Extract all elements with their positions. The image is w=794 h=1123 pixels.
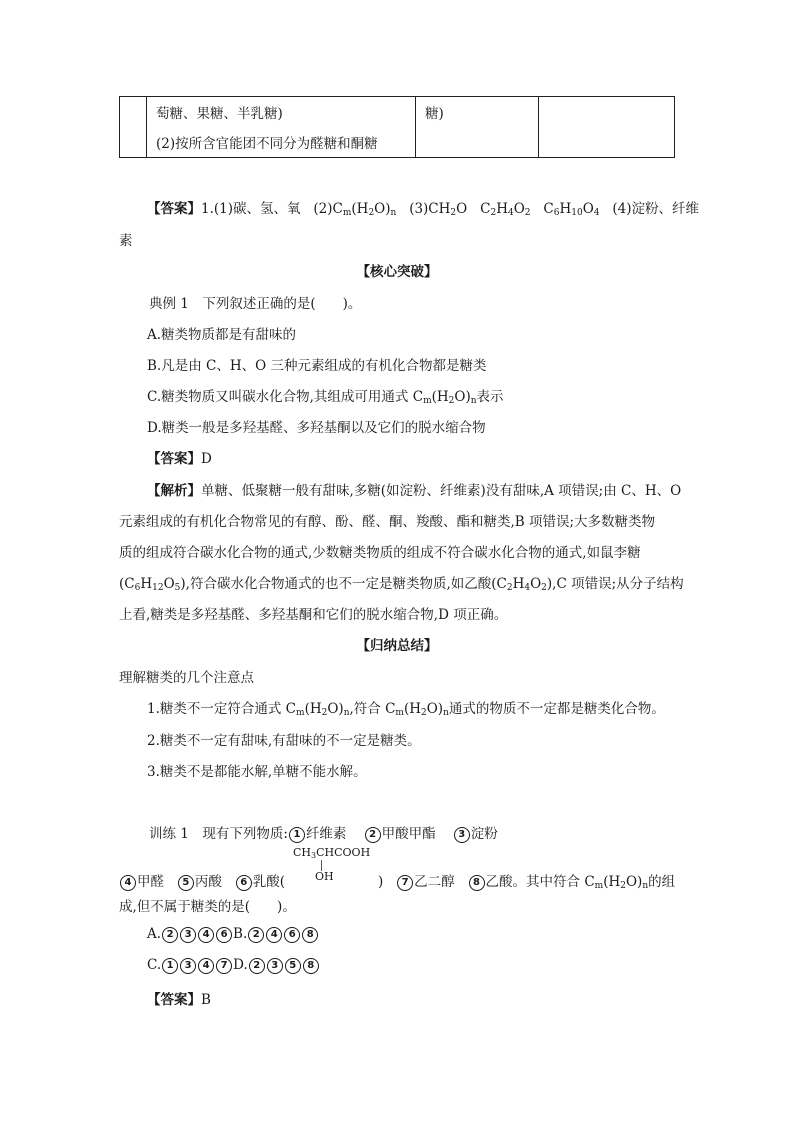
subscript: m	[594, 881, 604, 891]
subscript: 2	[368, 208, 375, 218]
circled-number: 4	[198, 927, 214, 943]
substance-name: 纤维素	[305, 826, 347, 842]
summary-intro: 理解糖类的几个注意点	[119, 670, 254, 686]
circled-number: 4	[120, 875, 136, 891]
subscript: 4	[507, 208, 514, 218]
subscript: n	[343, 708, 350, 718]
circled-number: 6	[284, 927, 300, 943]
table-row	[120, 97, 675, 158]
table-cell-empty	[539, 97, 675, 158]
answer-line-2: 素	[119, 233, 133, 249]
table-cell-empty	[120, 97, 147, 158]
subscript: m	[423, 396, 432, 406]
summary-text: (H	[304, 701, 322, 717]
analysis-line	[147, 479, 681, 499]
subscript: 2	[541, 583, 547, 593]
circled-number: 5	[285, 958, 301, 974]
subscript: m	[296, 708, 305, 718]
option-b: B.凡是由 C、H、O 三种元素组成的有机化合物都是糖类	[147, 358, 487, 374]
example-stem: 典例 1 下列叙述正确的是( )。	[149, 296, 362, 312]
subscript: 2	[448, 396, 455, 406]
circled-number: 1	[289, 827, 305, 843]
option-text: C.糖类物质又叫碳水化合物,其组成可用通式 C	[147, 389, 424, 405]
training-line-3: 成,但不属于糖类的是( )。	[119, 899, 296, 915]
circled-number: 3	[180, 927, 196, 943]
option-d: D.糖类一般是多羟基醛、多羟基酮以及它们的脱水缩合物	[147, 420, 486, 436]
analysis-tag: 【解析】	[147, 483, 201, 499]
substance-name: 的组	[648, 874, 676, 890]
analysis-text: (C	[119, 576, 135, 592]
option-text: (H	[431, 389, 449, 405]
subscript: n	[642, 881, 649, 891]
subscript: 2	[450, 208, 457, 218]
option-a: A.糖类物质都是有甜味的	[147, 327, 297, 343]
circled-number: 8	[303, 958, 319, 974]
subscript: 2	[421, 708, 427, 718]
option-label: C.	[147, 957, 162, 973]
subscript: 10	[571, 208, 583, 218]
subscript: 2	[490, 208, 497, 218]
option-label: B.	[233, 926, 248, 942]
analysis-line	[119, 572, 684, 593]
answer-text: H	[496, 201, 508, 217]
substance-name: 丙酸	[194, 874, 222, 890]
training-line-2	[119, 870, 285, 891]
summary-text: O)	[426, 701, 444, 717]
circled-number: 5	[178, 875, 194, 891]
training-line-2b	[378, 870, 675, 891]
circled-number: 3	[454, 827, 470, 843]
analysis-text: ),C 项错误;从分子结构	[546, 576, 684, 592]
circled-number: 3	[180, 958, 196, 974]
circled-number: 6	[216, 927, 232, 943]
substance-name: (H	[603, 874, 621, 890]
substance-name: 甲醛	[137, 874, 164, 890]
subscript: 6	[553, 208, 560, 218]
summary-point-3: 3.糖类不是都能水解,单糖不能水解。	[147, 764, 367, 780]
summary-text: O)	[327, 701, 344, 717]
training-stem	[149, 822, 498, 843]
circled-number: 7	[397, 875, 413, 891]
summary-point-2: 2.糖类不一定有甜味,有甜味的不一定是糖类。	[147, 733, 421, 749]
lactic-acid-formula-oh: OH	[315, 870, 334, 883]
summary-text: 通式的物质不一定都是糖类化合物。	[448, 701, 665, 717]
answer-text: 1.(1)碳、氢、氧	[201, 201, 301, 217]
table-line: 萄糖、果糖、半乳糖)	[156, 106, 283, 122]
analysis-text: O	[163, 576, 175, 592]
subscript: 12	[152, 583, 164, 593]
answer-tag: 【答案】	[147, 201, 201, 217]
subscript: n	[470, 396, 477, 406]
circled-number: 7	[216, 958, 232, 974]
substance-name: O)	[625, 874, 643, 890]
answer-text: (4)淀粉、纤维	[612, 201, 700, 217]
formula-text: CH	[293, 846, 312, 859]
option-label: A.	[147, 926, 162, 942]
circled-number: 2	[162, 927, 178, 943]
subscript: 5	[174, 583, 181, 593]
answer-text: O	[582, 201, 594, 217]
answer-text: (3)CH	[409, 201, 451, 217]
training-options-cd	[147, 957, 320, 974]
subscript: 2	[524, 208, 531, 218]
answer-value: B	[201, 992, 211, 1008]
section-title-core: 【核心突破】	[356, 264, 438, 280]
circled-number: 2	[249, 958, 265, 974]
circled-number: 3	[267, 958, 283, 974]
subscript: 4	[593, 208, 600, 218]
analysis-line: 元素组成的有机化合物常见的有醇、酚、醛、酮、羧酸、酯和糖类,B 项错误;大多数糖类物	[119, 514, 656, 530]
summary-text: (H	[403, 701, 421, 717]
answer-tag: 【答案】	[147, 992, 201, 1008]
circled-number: 2	[365, 827, 381, 843]
analysis-line: 上看,糖类是多羟基醛、多羟基酮和它们的脱水缩合物,D 项正确。	[119, 607, 508, 623]
substance-name: 淀粉	[470, 826, 498, 842]
answer-text: O	[456, 201, 468, 217]
table-cell-classification	[147, 97, 416, 158]
training-answer	[147, 988, 211, 1008]
substance-name: 乳酸(	[252, 874, 286, 890]
subscript: 4	[524, 583, 531, 593]
table-line: (2)按所含官能团不同分为醛糖和酮糖	[156, 136, 378, 152]
answer-text: O	[513, 201, 525, 217]
substance-name: 甲酸甲酯	[381, 826, 436, 842]
circled-number: 1	[162, 958, 178, 974]
answer-text: C	[480, 201, 491, 217]
analysis-text: H	[512, 576, 525, 592]
circled-number: 4	[198, 958, 214, 974]
circled-number: 8	[469, 875, 485, 891]
subscript: 2	[506, 583, 513, 593]
option-c	[147, 385, 504, 406]
subscript: 2	[620, 881, 626, 891]
table-cell-example	[416, 97, 539, 158]
answer-value: D	[201, 451, 212, 467]
analysis-text: H	[140, 576, 153, 592]
substance-name: )	[378, 874, 384, 890]
substance-name: 乙酸。其中符合 C	[485, 874, 595, 890]
answer-text: (2)C	[313, 201, 343, 217]
subscript: m	[395, 708, 404, 718]
subscript: 3	[311, 851, 317, 860]
answer-text: O)	[374, 201, 391, 217]
option-text: O)	[454, 389, 471, 405]
summary-text: 1.糖类不一定符合通式 C	[147, 701, 297, 717]
table-line: 糖)	[425, 106, 444, 122]
subscript: 6	[134, 583, 141, 593]
option-text: 表示	[476, 389, 504, 405]
training-options-ab	[147, 926, 319, 943]
answer-tag: 【答案】	[147, 451, 201, 467]
subscript: m	[342, 208, 352, 218]
answer-text: C	[543, 201, 554, 217]
summary-point-1	[147, 697, 665, 718]
formula-text: CHCOOH	[316, 846, 371, 859]
answer-line	[147, 197, 699, 218]
analysis-text: ),符合碳水化合物通式的也不一定是糖类物质,如乙酸(C	[180, 576, 507, 592]
example-answer	[147, 447, 212, 467]
classification-table	[119, 96, 675, 158]
circled-number: 2	[248, 927, 264, 943]
circled-number: 6	[236, 875, 252, 891]
substance-name: 乙二醇	[414, 874, 455, 890]
analysis-text: O	[530, 576, 542, 592]
analysis-text: 单糖、低聚糖一般有甜味,多糖(如淀粉、纤维素)没有甜味,A 项错误;由 C、H、O	[201, 483, 682, 499]
option-label: D.	[233, 957, 248, 973]
section-title-summary: 【归纳总结】	[356, 638, 438, 654]
answer-text: H	[559, 201, 572, 217]
subscript: n	[443, 708, 449, 718]
answer-text: (H	[351, 201, 369, 217]
summary-text: ,符合 C	[349, 701, 396, 717]
subscript: n	[390, 208, 397, 218]
lactic-acid-formula-top	[293, 846, 370, 860]
circled-number: 8	[302, 927, 318, 943]
analysis-line: 质的组成符合碳水化合物的通式,少数糖类物质的组成不符合碳水化合物的通式,如鼠李糖	[119, 545, 641, 561]
subscript: 2	[321, 708, 328, 718]
circled-number: 4	[266, 927, 282, 943]
training-text: 训练 1 现有下列物质:	[149, 826, 288, 842]
